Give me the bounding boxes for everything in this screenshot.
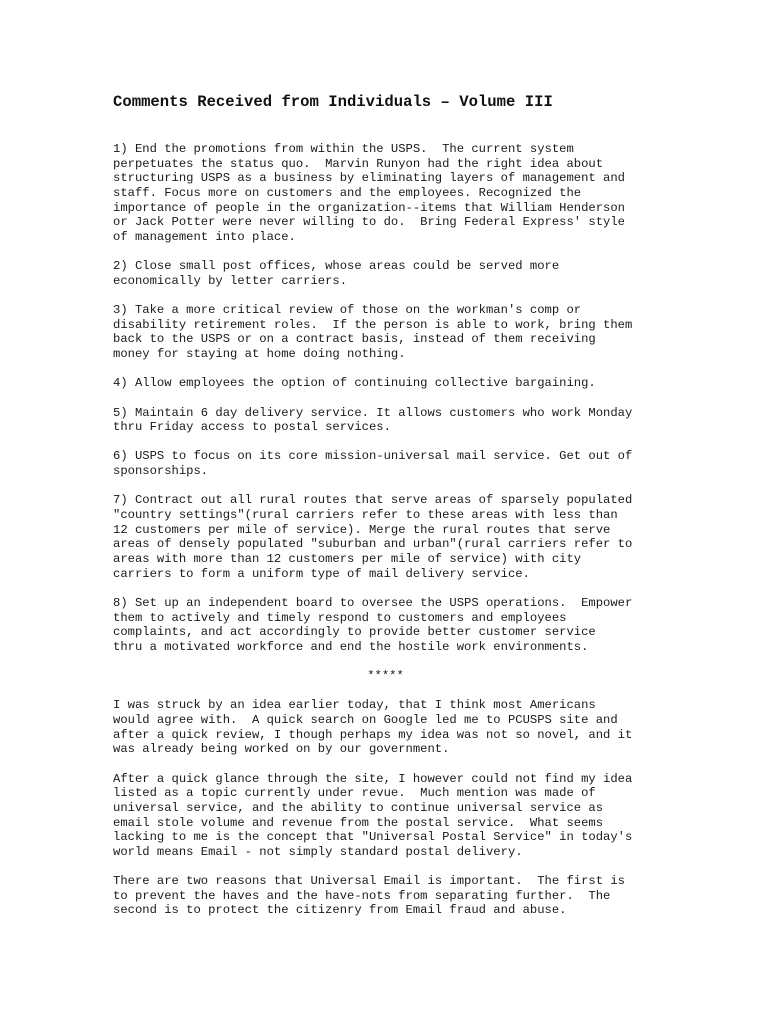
- document-body: [113, 142, 658, 933]
- section-separator: *****: [367, 669, 404, 684]
- comment-paragraph-5: 5) Maintain 6 day delivery service. It allows customers who work Monday thru Friday access to postal services.: [113, 405, 633, 435]
- comment-paragraph-3: 3) Take a more critical review of those on the workman's comp or disability retirement roles. If the person is able to work, bring them back to the USPS or on a contract basis, instead of them receiving money for staying at home doing nothing.: [113, 303, 633, 362]
- comment-paragraph-7: 7) Contract out all rural routes that serve areas of sparsely populated "country settings"(rural carriers refer to these areas with less than 12 customers per mile of service). Merge the rural routes that serve areas of densely populated "suburban and urban"(rural carriers refer to areas with more than 12 customers per mile of service) with city carriers to form a uniform type of mail delivery service.: [113, 493, 633, 581]
- page-title: Comments Received from Individuals – Volume III: [113, 93, 553, 111]
- letter-paragraph-2: After a quick glance through the site, I however could not find my idea listed as a topic currently under revue. Much mention was made of universal service, and the ability to continue universal service as email stole volume and revenue from the postal service. What seems lacking to me is the concept that "Universal Postal Service" in today's world means Email - not simply standard postal delivery.: [113, 771, 633, 859]
- comment-paragraph-1: 1) End the promotions from within the USPS. The current system perpetuates the status quo. Marvin Runyon had the right idea about structuring USPS as a business by eliminating layers of management and staff. Focus more on customers and the employees. Recognized the importance of people in the organization--items that William Henderson or Jack Potter were never willing to do. Bring Federal Express' style of management into place.: [113, 142, 625, 244]
- comment-paragraph-8: 8) Set up an independent board to oversee the USPS operations. Empower them to actively and timely respond to customers and employees complaints, and act accordingly to provide better customer service thru a motivated workforce and end the hostile work environments.: [113, 595, 633, 654]
- comment-paragraph-4: 4) Allow employees the option of continuing collective bargaining.: [113, 376, 596, 391]
- comment-paragraph-6: 6) USPS to focus on its core mission-universal mail service. Get out of sponsorships.: [113, 449, 633, 479]
- comment-paragraph-2: 2) Close small post offices, whose areas could be served more economically by letter carriers.: [113, 259, 560, 288]
- letter-paragraph-1: I was struck by an idea earlier today, that I think most Americans would agree with. A quick search on Google led me to PCUSPS site and after a quick review, I though perhaps my idea was not so novel, and it was already being worked on by our government.: [113, 698, 633, 757]
- letter-paragraph-3: There are two reasons that Universal Email is important. The first is to prevent the haves and the have-nots from separating further. The second is to protect the citizenry from Email fraud and abuse.: [113, 874, 625, 918]
